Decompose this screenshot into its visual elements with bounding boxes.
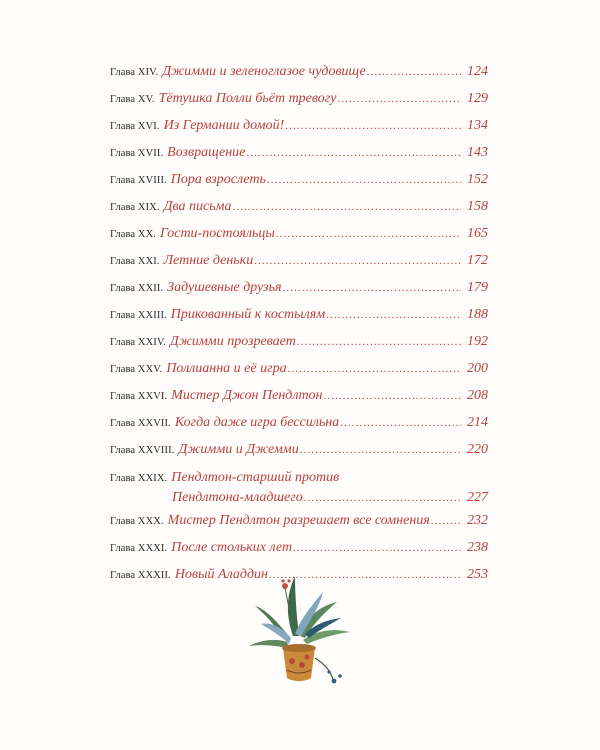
chapter-title: Новый Аладдин (174, 567, 268, 582)
page-number: 192 (467, 334, 488, 349)
dot-leader (293, 542, 461, 554)
chapter-label: Глава XXVI. (110, 391, 168, 402)
chapter-label: Глава XXII. (110, 283, 164, 294)
dot-leader (304, 492, 461, 504)
toc-entry[interactable] (110, 145, 488, 165)
chapter-title: Из Германии домой! (163, 118, 285, 133)
page-number: 152 (467, 172, 488, 187)
dot-leader (276, 228, 461, 240)
page-number: 214 (467, 415, 488, 430)
chapter-title-continuation: Пендлтона-младшего (172, 490, 303, 505)
chapter-title: Мистер Пендлтон разрешает все сомнения (167, 513, 430, 528)
chapter-label: Глава XIX. (110, 202, 160, 213)
chapter-label: Глава XVII. (110, 148, 164, 159)
dot-leader (300, 444, 461, 456)
dot-leader (288, 363, 461, 375)
page-number: 143 (467, 145, 488, 160)
page-number: 134 (467, 118, 488, 133)
toc-entry[interactable] (110, 513, 488, 533)
chapter-title: Прикованный к костылям (170, 307, 326, 322)
page-number: 208 (467, 388, 488, 403)
toc-entry[interactable] (110, 199, 488, 219)
toc-entry[interactable] (110, 388, 488, 408)
page-number: 238 (467, 540, 488, 555)
potted-plant-vignette-icon (245, 568, 360, 688)
chapter-title: Джимми прозревает (169, 334, 296, 349)
toc-entry[interactable] (110, 442, 488, 462)
chapter-label: Глава XXIX. (110, 473, 168, 484)
page-number: 172 (467, 253, 488, 268)
dot-leader (337, 93, 461, 105)
chapter-title: Летние деньки (163, 253, 254, 268)
chapter-title: Джимми и Джемми (178, 442, 299, 457)
chapter-title: Тётушка Полли бьёт тревогу (158, 91, 337, 106)
dot-leader (326, 309, 461, 321)
toc-entry[interactable] (110, 470, 488, 510)
dot-leader (233, 201, 462, 213)
chapter-label: Глава XIV. (110, 67, 159, 78)
page-number: 253 (467, 567, 488, 582)
chapter-label: Глава XXXI. (110, 543, 168, 554)
chapter-label: Глава XXVII. (110, 418, 171, 429)
dot-leader (282, 282, 461, 294)
page-number: 227 (467, 490, 488, 505)
dot-leader (254, 255, 461, 267)
chapter-title: Поллианна и её игра (166, 361, 287, 376)
page-number: 232 (467, 513, 488, 528)
toc-entry[interactable] (110, 172, 488, 192)
toc-entry[interactable] (110, 253, 488, 273)
chapter-label: Глава XXI. (110, 256, 160, 267)
page-number: 200 (467, 361, 488, 376)
toc-entry[interactable] (110, 280, 488, 300)
dot-leader (297, 336, 461, 348)
chapter-title: Джимми и зеленоглазое чудовище (162, 64, 366, 79)
toc-entry[interactable] (110, 226, 488, 246)
dot-leader (285, 120, 461, 132)
chapter-label: Глава XXVIII. (110, 445, 175, 456)
chapter-title: Мистер Джон Пендлтон (171, 388, 323, 403)
toc-entry[interactable] (110, 91, 488, 111)
chapter-title: Гости-постояльцы (159, 226, 275, 241)
toc-entry[interactable] (110, 64, 488, 84)
chapter-label: Глава XVIII. (110, 175, 167, 186)
chapter-label: Глава XXIV. (110, 337, 166, 348)
toc-entry[interactable] (110, 118, 488, 138)
chapter-label: Глава XXX. (110, 516, 164, 527)
dot-leader (267, 174, 461, 186)
page-number: 220 (467, 442, 488, 457)
chapter-title: Возвращение (167, 145, 246, 160)
page-number: 129 (467, 91, 488, 106)
chapter-label: Глава XX. (110, 229, 156, 240)
chapter-title: Два письма (163, 199, 232, 214)
chapter-label: Глава XXIII. (110, 310, 167, 321)
chapter-label: Глава XXXII. (110, 570, 171, 581)
dot-leader (340, 417, 461, 429)
dot-leader (324, 390, 461, 402)
dot-leader (367, 66, 461, 78)
toc-entry[interactable] (110, 334, 488, 354)
page-number: 124 (467, 64, 488, 79)
dot-leader (246, 147, 461, 159)
toc-entry[interactable] (110, 361, 488, 381)
page-number: 179 (467, 280, 488, 295)
page-number: 188 (467, 307, 488, 322)
chapter-title: После стольких лет (171, 540, 293, 555)
chapter-title: Пора взрослеть (170, 172, 266, 187)
toc-entry[interactable] (110, 540, 488, 560)
chapter-title: Пендлтон-старший против (171, 470, 340, 485)
chapter-label: Глава XVI. (110, 121, 160, 132)
page-number: 165 (467, 226, 488, 241)
toc-entry[interactable] (110, 307, 488, 327)
dot-leader (431, 515, 461, 527)
chapter-title: Когда даже игра бессильна (174, 415, 340, 430)
chapter-label: Глава XXV. (110, 364, 163, 375)
chapter-title: Задушевные друзья (167, 280, 282, 295)
page-number: 158 (467, 199, 488, 214)
toc-entry[interactable] (110, 415, 488, 435)
chapter-label: Глава XV. (110, 94, 155, 105)
